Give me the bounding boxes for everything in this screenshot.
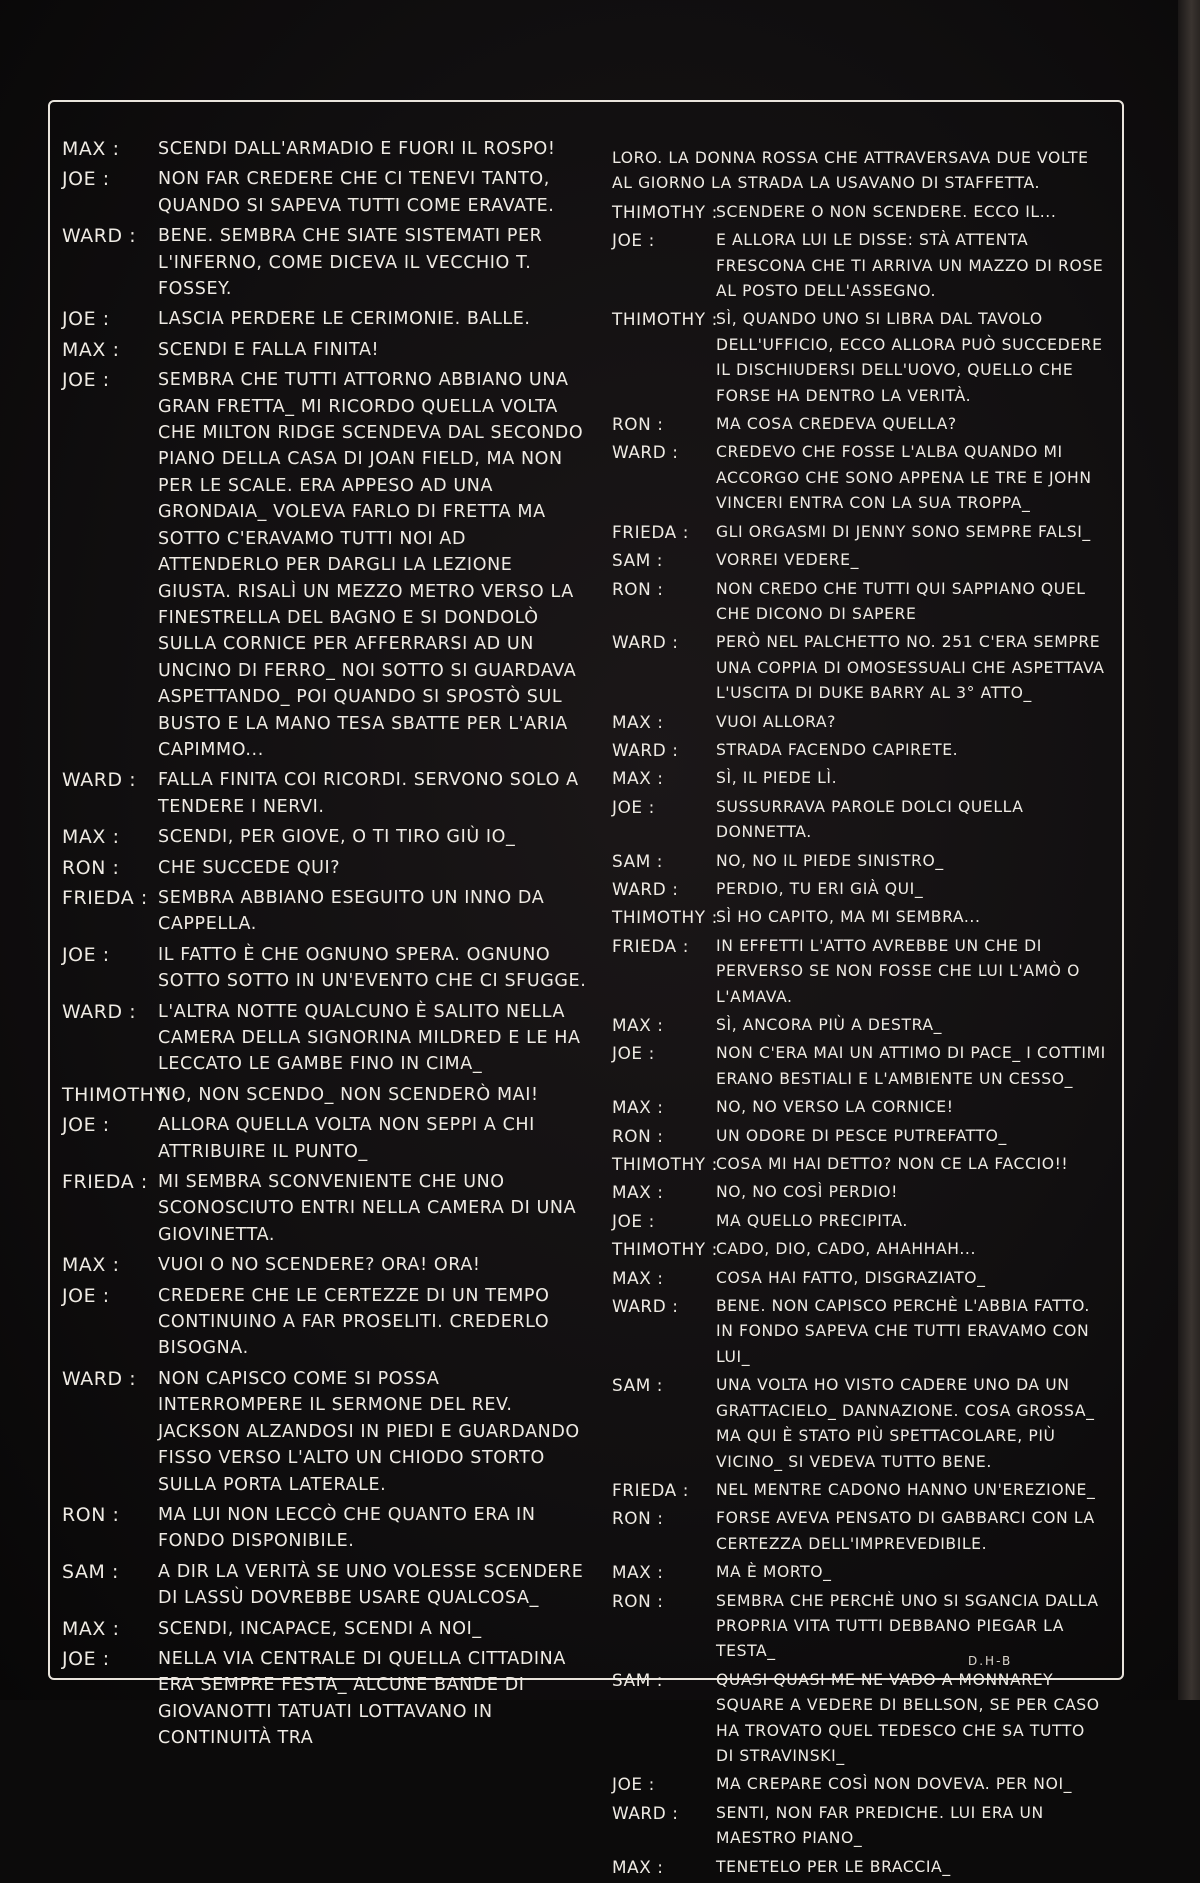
speaker-name: WARD :: [62, 999, 150, 1025]
dialogue-line: [612, 1041, 1108, 1092]
speaker-name: MAX :: [612, 1013, 708, 1038]
dialogue-line: [612, 1506, 1108, 1557]
dialogue-line: [612, 795, 1108, 846]
dialogue-line: [62, 1559, 590, 1612]
dialogue-line: [612, 934, 1108, 1010]
dialogue-text: E ALLORA LUI LE DISSE: STÀ ATTENTA FRESCONA CHE TI ARRIVA UN MAZZO DI ROSE AL POSTO DELL'ASSEGNO.: [716, 231, 1104, 301]
speaker-name: WARD :: [62, 223, 150, 249]
dialogue-text: SCENDI DALL'ARMADIO E FUORI IL ROSPO!: [158, 139, 556, 159]
speaker-name: WARD :: [62, 1366, 150, 1392]
dialogue-line: [62, 1366, 590, 1498]
speaker-name: THIMOTHY :: [612, 1237, 708, 1262]
dialogue-line: [62, 855, 590, 881]
dialogue-text: SÌ, ANCORA PIÙ A DESTRA_: [716, 1016, 943, 1034]
dialogue-text: SEMBRA CHE PERCHÈ UNO SI SGANCIA DALLA PROPRIA VITA TUTTI DEBBANO PIEGAR LA TESTA_: [716, 1591, 1099, 1661]
dialogue-text: VORREI VEDERE_: [716, 551, 860, 570]
dialogue-line: [62, 367, 590, 763]
speaker-name: MAX :: [612, 710, 708, 735]
dialogue-line: [612, 548, 1108, 573]
dialogue-line: [612, 146, 1108, 197]
speaker-name: FRIEDA :: [62, 1169, 150, 1195]
dialogue-text: BENE. NON CAPISCO PERCHÈ L'ABBIA FATTO. IN FONDO SAPEVA CHE TUTTI ERAVAMO CON LUI_: [716, 1297, 1090, 1366]
dialogue-line: [62, 885, 590, 938]
dialogue-text: SUSSURRAVA PAROLE DOLCI QUELLA DONNETTA.: [716, 797, 1024, 842]
speaker-name: FRIEDA :: [612, 934, 708, 959]
dialogue-line: [62, 767, 590, 820]
dialogue-line: [612, 1855, 1108, 1880]
dialogue-line: [612, 1152, 1108, 1177]
dialogue-text: CREDEVO CHE FOSSE L'ALBA QUANDO MI ACCORGO CHE SONO APPENA LE TRE E JOHN VINCERI ENTRA CON LA SUA TROPPA_: [716, 443, 1092, 513]
speaker-name: THIMOTHY :: [612, 905, 708, 930]
speaker-name: SAM :: [62, 1559, 150, 1585]
speaker-name: MAX :: [62, 337, 150, 363]
dialogue-text: COSA MI HAI DETTO? NON CE LA FACCIO!!: [716, 1155, 1069, 1174]
speaker-name: MAX :: [612, 1266, 708, 1291]
dialogue-text: QUASI QUASI ME NE VADO A MONNAREY SQUARE A VEDERE DI BELLSON, SE PER CASO HA TROVATO QUEL TEDESCO CHE SA TUTTO DI STRAVINSKI_: [716, 1670, 1100, 1765]
speaker-name: MAX :: [612, 1095, 708, 1120]
dialogue-line: [612, 766, 1108, 791]
dialogue-text: SÌ, QUANDO UNO SI LIBRA DAL TAVOLO DELL'UFFICIO, ECCO ALLORA PUÒ SUCCEDERE IL DISCHIUDERSI DELL'UOVO, QUELLO CHE FORSE HA DENTRO LA VERITÀ.: [716, 310, 1103, 405]
dialogue-text: ALLORA QUELLA VOLTA NON SEPPI A CHI ATTRIBUIRE IL PUNTO_: [158, 1115, 535, 1162]
dialogue-text: UNA VOLTA HO VISTO CADERE UNO DA UN GRATTACIELO_ DANNAZIONE. COSA GROSSA_ MA QUI È STATO PIÙ SPETTACOLARE, PIÙ VICINO_ SI VEDEVA TUTTO BENE.: [716, 1376, 1095, 1471]
dialogue-text: A DIR LA VERITÀ SE UNO VOLESSE SCENDERE DI LASSÙ DOVREBBE USARE QUALCOSA_: [158, 1561, 584, 1609]
dialogue-text: IL FATTO È CHE OGNUNO SPERA. OGNUNO SOTTO SOTTO IN UN'EVENTO CHE CI SFUGGE.: [158, 944, 587, 992]
left-column: [62, 136, 590, 1756]
speaker-name: FRIEDA :: [62, 885, 150, 911]
speaker-name: RON :: [62, 855, 150, 881]
dialogue-text: NO, NO IL PIEDE SINISTRO_: [716, 851, 944, 870]
dialogue-line: [612, 1668, 1108, 1770]
dialogue-line: [612, 1095, 1108, 1120]
dialogue-line: [62, 1283, 590, 1362]
dialogue-line: [62, 306, 590, 332]
dialogue-text: LASCIA PERDERE LE CERIMONIE. BALLE.: [158, 309, 531, 330]
dialogue-text: STRADA FACENDO CAPIRETE.: [716, 740, 959, 759]
speaker-name: JOE :: [612, 795, 708, 820]
dialogue-line: [62, 1082, 590, 1108]
dialogue-line: [612, 1013, 1108, 1038]
dialogue-text: SENTI, NON FAR PREDICHE. LUI ERA UN MAESTRO PIANO_: [716, 1803, 1044, 1848]
dialogue-line: [62, 1646, 590, 1752]
speaker-name: JOE :: [62, 1646, 150, 1672]
dialogue-line: [612, 1589, 1108, 1665]
speaker-name: SAM :: [612, 849, 708, 874]
dialogue-text: MA CREPARE COSÌ NON DOVEVA. PER NOI_: [716, 1775, 1073, 1794]
dialogue-text: BENE. SEMBRA CHE SIATE SISTEMATI PER L'INFERNO, COME DICEVA IL VECCHIO T. FOSSEY.: [158, 226, 543, 300]
dialogue-line: [612, 877, 1108, 902]
dialogue-line: [62, 1169, 590, 1248]
speaker-name: FRIEDA :: [612, 520, 708, 545]
dialogue-text: MA È MORTO_: [716, 1563, 832, 1582]
dialogue-text: NON CREDO CHE TUTTI QUI SAPPIANO QUEL CHE DICONO DI SAPERE: [716, 579, 1086, 623]
speaker-name: JOE :: [62, 166, 150, 192]
speaker-name: RON :: [612, 412, 708, 437]
speaker-name: MAX :: [62, 1616, 150, 1642]
speaker-name: JOE :: [62, 942, 150, 968]
speaker-name: JOE :: [62, 1112, 150, 1138]
signature: D.H-B: [968, 1654, 1013, 1668]
dialogue-text: VUOI ALLORA?: [716, 712, 837, 731]
speaker-name: SAM :: [612, 548, 708, 573]
dialogue-line: [612, 1560, 1108, 1585]
dialogue-line: [612, 1124, 1108, 1149]
speaker-name: THIMOTHY :: [612, 307, 708, 332]
speaker-name: JOE :: [62, 367, 150, 393]
dialogue-text: MI SEMBRA SCONVENIENTE CHE UNO SCONOSCIUTO ENTRI NELLA CAMERA DI UNA GIOVINETTA.: [158, 1172, 577, 1245]
dialogue-text: NEL MENTRE CADONO HANNO UN'EREZIONE_: [716, 1480, 1096, 1499]
dialogue-line: [62, 136, 590, 162]
speaker-name: SAM :: [612, 1373, 708, 1398]
dialogue-line: [612, 738, 1108, 763]
dialogue-line: [612, 1294, 1108, 1370]
dialogue-text: SÌ, IL PIEDE LÌ.: [716, 769, 838, 788]
dialogue-text: MA COSA CREDEVA QUELLA?: [716, 415, 957, 434]
dialogue-text: L'ALTRA NOTTE QUALCUNO È SALITO NELLA CAMERA DELLA SIGNORINA MILDRED E LE HA LECCATO LE GAMBE FINO IN CIMA_: [158, 1001, 581, 1075]
dialogue-line: [612, 1180, 1108, 1205]
dialogue-line: [612, 577, 1108, 628]
speaker-name: FRIEDA :: [612, 1478, 708, 1503]
speaker-name: WARD :: [612, 630, 708, 655]
dialogue-line: [612, 200, 1108, 225]
speaker-name: WARD :: [612, 877, 708, 902]
dialogue-text: PERDIO, TU ERI GIÀ QUI_: [716, 879, 924, 898]
dialogue-line: [62, 223, 590, 302]
speaker-name: RON :: [62, 1502, 150, 1528]
dialogue-text: NELLA VIA CENTRALE DI QUELLA CITTADINA ERA SEMPRE FESTA_ ALCUNE BANDE DI GIOVANOTTI TATUATI LOTTAVANO IN CONTINUITÀ TRA: [158, 1648, 566, 1749]
dialogue-text: FALLA FINITA COI RICORDI. SERVONO SOLO A TENDERE I NERVI.: [158, 770, 579, 817]
dialogue-line: [612, 520, 1108, 545]
speaker-name: WARD :: [612, 1294, 708, 1319]
dialogue-line: [612, 1209, 1108, 1234]
dialogue-line: [612, 1772, 1108, 1797]
dialogue-line: [62, 824, 590, 850]
dialogue-text: NON CAPISCO COME SI POSSA INTERROMPERE IL SERMONE DEL REV. JACKSON ALZANDOSI IN PIEDI E GUARDANDO FISSO VERSO L'ALTO UN CHIODO STORTO SULLA PORTA LATERALE.: [158, 1368, 580, 1495]
dialogue-text: SEMBRA ABBIANO ESEGUITO UN INNO DA CAPPELLA.: [158, 887, 545, 935]
dialogue-text: GLI ORGASMI DI JENNY SONO SEMPRE FALSI_: [716, 522, 1091, 541]
speaker-name: MAX :: [612, 1180, 708, 1205]
dialogue-text: NO, NO VERSO LA CORNICE!: [716, 1098, 954, 1117]
dialogue-text: NO, NO COSÌ PERDIO!: [716, 1183, 898, 1202]
speaker-name: JOE :: [612, 1209, 708, 1234]
dialogue-line: [62, 166, 590, 219]
speaker-name: RON :: [612, 1589, 708, 1614]
speaker-name: WARD :: [62, 767, 150, 793]
speaker-name: MAX :: [62, 136, 150, 162]
dialogue-text: NO, NON SCENDO_ NON SCENDERÒ MAI!: [158, 1084, 539, 1105]
dialogue-text: PERÒ NEL PALCHETTO NO. 251 C'ERA SEMPRE UNA COPPIA DI OMOSESSUALI CHE ASPETTAVA L'USCITA DI DUKE BARRY AL 3° ATTO_: [716, 633, 1105, 703]
speaker-name: MAX :: [612, 1560, 708, 1585]
speaker-name: MAX :: [62, 1252, 150, 1278]
page-edge: [1178, 0, 1200, 1700]
dialogue-text: NON C'ERA MAI UN ATTIMO DI PACE_ I COTTIMI ERANO BESTIALI E L'AMBIENTE UN CESSO_: [716, 1044, 1106, 1088]
speaker-name: MAX :: [612, 766, 708, 791]
dialogue-line: [612, 307, 1108, 409]
dialogue-text: CADO, DIO, CADO, AHAHHAH...: [716, 1240, 976, 1259]
dialogue-text: TENETELO PER LE BRACCIA_: [716, 1857, 951, 1876]
dialogue-text: SCENDI, PER GIOVE, O TI TIRO GIÙ IO_: [158, 827, 516, 848]
dialogue-line: [62, 1252, 590, 1278]
speaker-name: SAM :: [612, 1668, 708, 1693]
speaker-name: RON :: [612, 1124, 708, 1149]
dialogue-line: [612, 228, 1108, 304]
dialogue-text: NON FAR CREDERE CHE CI TENEVI TANTO, QUANDO SI SAPEVA TUTTI COME ERAVATE.: [158, 169, 555, 216]
dialogue-line: [612, 630, 1108, 706]
speaker-name: JOE :: [612, 1772, 708, 1797]
speaker-name: WARD :: [612, 1801, 708, 1826]
dialogue-text: FORSE AVEVA PENSATO DI GABBARCI CON LA CERTEZZA DELL'IMPREVEDIBILE.: [716, 1509, 1095, 1553]
dialogue-line: [62, 999, 590, 1078]
dialogue-line: [612, 412, 1108, 437]
speaker-name: THIMOTHY :: [612, 200, 708, 225]
dialogue-text: LORO. LA DONNA ROSSA CHE ATTRAVERSAVA DUE VOLTE AL GIORNO LA STRADA LA USAVANO DI STAFFETTA.: [612, 149, 1089, 193]
speaker-name: MAX :: [62, 824, 150, 850]
dialogue-text: MA QUELLO PRECIPITA.: [716, 1211, 908, 1230]
dialogue-line: [62, 337, 590, 363]
speaker-name: JOE :: [62, 1283, 150, 1309]
speaker-name: RON :: [612, 1506, 708, 1531]
speaker-name: WARD :: [612, 738, 708, 763]
dialogue-line: [612, 1237, 1108, 1262]
speaker-name: JOE :: [612, 1041, 708, 1066]
dialogue-line: [62, 1112, 590, 1165]
dialogue-text: SCENDI, INCAPACE, SCENDI A NOI_: [158, 1618, 482, 1639]
dialogue-line: [62, 1502, 590, 1555]
dialogue-line: [612, 1478, 1108, 1503]
right-column: [612, 146, 1108, 1883]
dialogue-text: IN EFFETTI L'ATTO AVREBBE UN CHE DI PERVERSO SE NON FOSSE CHE LUI L'AMÒ O L'AMAVA.: [716, 936, 1080, 1006]
speaker-name: MAX :: [612, 1855, 708, 1880]
dialogue-line: [612, 440, 1108, 516]
speaker-name: JOE :: [612, 228, 708, 253]
dialogue-line: [612, 710, 1108, 735]
dialogue-line: [62, 1616, 590, 1642]
speaker-name: RON :: [612, 577, 708, 602]
dialogue-line: [62, 942, 590, 995]
dialogue-text: MA LUI NON LECCÒ CHE QUANTO ERA IN FONDO DISPONIBILE.: [158, 1504, 536, 1552]
dialogue-line: [612, 1266, 1108, 1291]
dialogue-line: [612, 849, 1108, 874]
dialogue-text: SCENDI E FALLA FINITA!: [158, 339, 380, 360]
dialogue-text: SÌ HO CAPITO, MA MI SEMBRA...: [716, 908, 981, 927]
dialogue-text: UN ODORE DI PESCE PUTREFATTO_: [716, 1126, 1007, 1145]
dialogue-text: CREDERE CHE LE CERTEZZE DI UN TEMPO CONTINUINO A FAR PROSELITI. CREDERLO BISOGNA.: [158, 1285, 550, 1359]
dialogue-text: CHE SUCCEDE QUI?: [158, 857, 341, 878]
dialogue-text: VUOI O NO SCENDERE? ORA! ORA!: [158, 1255, 481, 1276]
dialogue-line: [612, 1801, 1108, 1852]
dialogue-text: SCENDERE O NON SCENDERE. ECCO IL...: [716, 202, 1057, 221]
dialogue-text: COSA HAI FATTO, DISGRAZIATO_: [716, 1268, 986, 1287]
speaker-name: THIMOTHY :: [62, 1082, 150, 1108]
dialogue-line: [612, 1373, 1108, 1475]
speaker-name: JOE :: [62, 306, 150, 332]
dialogue-text: SEMBRA CHE TUTTI ATTORNO ABBIANO UNA GRAN FRETTA_ MI RICORDO QUELLA VOLTA CHE MILTON RIDGE SCENDEVA DAL SECONDO PIANO DELLA CASA DI JOAN FIELD, MA NON PER LE SCALE. ERA APPESO AD UNA GRONDAIA_ VOLEVA FARLO DI FRETTA MA SOTTO C'ERAVAMO TUTTI NOI AD ATTENDERLO PER DARGLI LA LEZIONE GIUSTA. RISALÌ UN MEZZO METRO VERSO LA FINESTRELLA DEL BAGNO E SI DONDOLÒ SULLA CORNICE PER AFFERRARSI AD UN UNCINO DI FERRO_ NOI SOTTO SI GUARDAVA ASPETTANDO_ POI QUANDO SI SPOSTÒ SUL BUSTO E LA MANO TESA SBATTE PER L'ARIA CAPIMMO...: [158, 370, 584, 760]
dialogue-line: [612, 905, 1108, 930]
speaker-name: THIMOTHY :: [612, 1152, 708, 1177]
speaker-name: WARD :: [612, 440, 708, 465]
